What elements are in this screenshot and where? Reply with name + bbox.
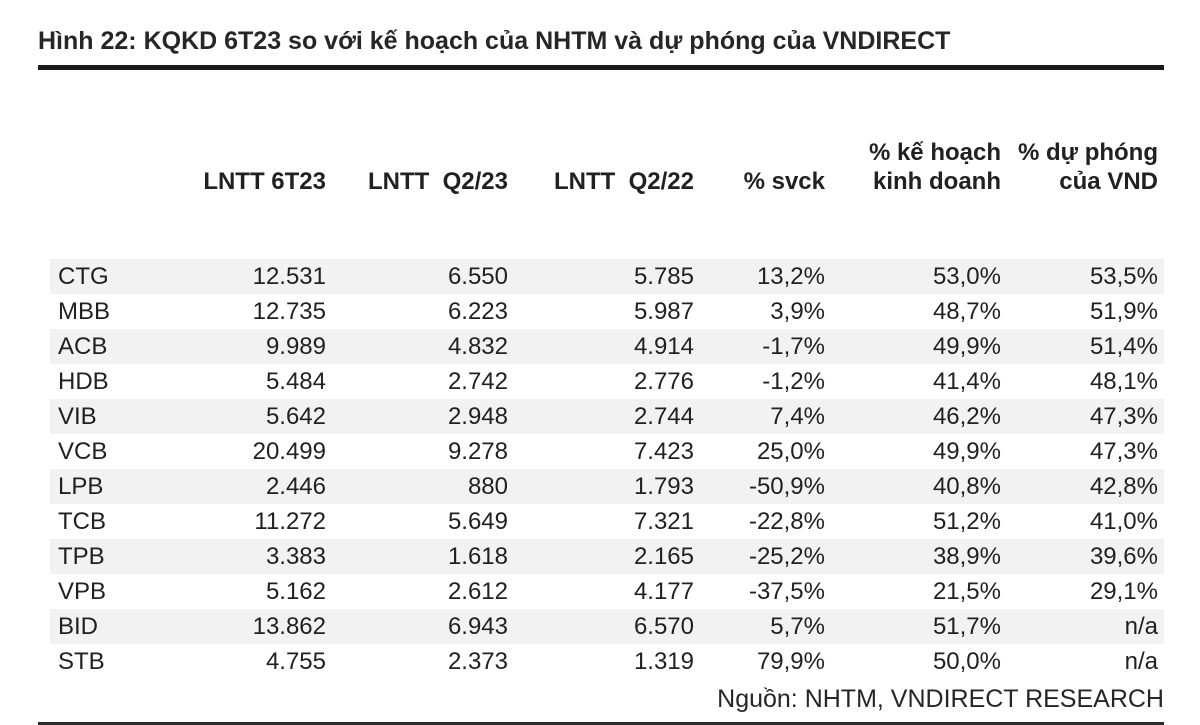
value-cell: 5.642	[265, 403, 326, 430]
value-cell: 2.165	[633, 543, 694, 570]
value-cell: 2.612	[447, 578, 508, 605]
value-cell: 11.272	[254, 508, 326, 535]
value-cell: 48,1%	[1089, 368, 1158, 395]
value-cell: 20.499	[252, 438, 326, 465]
value-cell: 5.649	[447, 508, 508, 535]
table-row	[50, 644, 1164, 679]
table-header	[50, 70, 1164, 259]
value-cell: 1.618	[447, 543, 508, 570]
value-cell: -37,5%	[748, 578, 825, 605]
value-cell: 79,9%	[756, 648, 825, 675]
table-row	[50, 609, 1164, 644]
ticker-cell: CTG	[58, 263, 109, 290]
column-header-lntt-q2-22	[514, 70, 700, 259]
ticker-cell: ACB	[58, 333, 108, 360]
ticker-cell: STB	[58, 648, 105, 675]
column-header-ticker	[50, 70, 150, 259]
value-cell: 7.423	[633, 438, 694, 465]
value-cell: 2.948	[447, 403, 508, 430]
value-cell: n/a	[1124, 648, 1158, 675]
ticker-cell: TCB	[58, 508, 106, 535]
value-cell: 21,5%	[932, 578, 1001, 605]
value-cell: n/a	[1124, 613, 1158, 640]
ticker-cell: LPB	[58, 473, 104, 500]
table-row	[50, 364, 1164, 399]
column-header-svck	[700, 70, 831, 259]
value-cell: 48,7%	[932, 298, 1001, 325]
column-header-du-phong	[1007, 70, 1164, 259]
value-cell: 2.446	[265, 473, 326, 500]
header-line-2: LNTT 6T23	[203, 168, 326, 195]
value-cell: 3,9%	[770, 298, 825, 325]
value-cell: 9.989	[265, 333, 326, 360]
ticker-cell: HDB	[58, 368, 109, 395]
value-cell: 4.832	[447, 333, 508, 360]
ticker-cell: VIB	[58, 403, 97, 430]
table-row	[50, 329, 1164, 364]
value-cell: 5,7%	[770, 613, 825, 640]
table-row	[50, 259, 1164, 294]
header-line-1: % kế hoạch	[868, 139, 1001, 166]
value-cell: 5.484	[265, 368, 326, 395]
value-cell: 49,9%	[932, 438, 1001, 465]
value-cell: -25,2%	[748, 543, 825, 570]
value-cell: 42,8%	[1089, 473, 1158, 500]
value-cell: 38,9%	[932, 543, 1001, 570]
value-cell: 2.744	[633, 403, 694, 430]
table-row	[50, 469, 1164, 504]
value-cell: 46,2%	[932, 403, 1001, 430]
source-note: Nguồn: NHTM, VNDIRECT RESEARCH	[717, 685, 1164, 713]
value-cell: 2.373	[447, 648, 508, 675]
ticker-cell: VPB	[58, 578, 107, 605]
table-row	[50, 539, 1164, 574]
value-cell: 7,4%	[770, 403, 825, 430]
column-header-lntt-6t23	[150, 70, 332, 259]
table-row	[50, 294, 1164, 329]
value-cell: 4.755	[265, 648, 326, 675]
table-body	[50, 259, 1164, 679]
value-cell: 2.776	[633, 368, 694, 395]
table-row	[50, 399, 1164, 434]
value-cell: 29,1%	[1089, 578, 1158, 605]
value-cell: 1.793	[633, 473, 694, 500]
value-cell: 53,5%	[1089, 263, 1158, 290]
ticker-cell: BID	[58, 613, 99, 640]
value-cell: 12.735	[252, 298, 326, 325]
value-cell: 39,6%	[1089, 543, 1158, 570]
value-cell: 49,9%	[932, 333, 1001, 360]
header-line-2: kinh doanh	[873, 168, 1001, 195]
value-cell: 51,2%	[932, 508, 1001, 535]
header-row	[50, 70, 1164, 259]
table-row	[50, 504, 1164, 539]
value-cell: 6.943	[447, 613, 508, 640]
value-cell: 5.987	[633, 298, 694, 325]
header-line-2: % svck	[743, 168, 825, 195]
value-cell: 12.531	[252, 263, 326, 290]
header-line-2: LNTT Q2/23	[367, 168, 508, 195]
value-cell: 4.914	[633, 333, 694, 360]
column-header-ke-hoach	[831, 70, 1007, 259]
bank-results-table	[50, 70, 1164, 679]
value-cell: -1,2%	[762, 368, 825, 395]
value-cell: 50,0%	[932, 648, 1001, 675]
ticker-cell: VCB	[58, 438, 108, 465]
value-cell: 7.321	[633, 508, 694, 535]
value-cell: 41,4%	[932, 368, 1001, 395]
value-cell: 51,9%	[1089, 298, 1158, 325]
value-cell: 9.278	[447, 438, 508, 465]
value-cell: 13,2%	[756, 263, 825, 290]
value-cell: -22,8%	[748, 508, 825, 535]
value-cell: 51,4%	[1089, 333, 1158, 360]
header-line-2: LNTT Q2/22	[553, 168, 694, 195]
value-cell: 2.742	[447, 368, 508, 395]
ticker-cell: MBB	[58, 298, 111, 325]
value-cell: 1.319	[633, 648, 694, 675]
value-cell: 5.162	[265, 578, 326, 605]
header-line-1: % dự phóng	[1017, 139, 1158, 166]
value-cell: 53,0%	[932, 263, 1001, 290]
value-cell: 4.177	[633, 578, 694, 605]
value-cell: 6.570	[633, 613, 694, 640]
value-cell: 13.862	[252, 613, 326, 640]
table-row	[50, 434, 1164, 469]
table-row	[50, 574, 1164, 609]
value-cell: 40,8%	[932, 473, 1001, 500]
value-cell: 880	[467, 473, 508, 500]
value-cell: 3.383	[265, 543, 326, 570]
value-cell: 6.550	[447, 263, 508, 290]
header-line-2: của VND	[1059, 168, 1158, 195]
value-cell: -1,7%	[762, 333, 825, 360]
value-cell: 41,0%	[1089, 508, 1158, 535]
column-header-lntt-q2-23	[332, 70, 514, 259]
value-cell: 5.785	[633, 263, 694, 290]
value-cell: 6.223	[447, 298, 508, 325]
value-cell: 25,0%	[756, 438, 825, 465]
figure-title: Hình 22: KQKD 6T23 so với kế hoạch của NHTM và dự phóng của VNDIRECT	[38, 27, 951, 55]
ticker-cell: TPB	[58, 543, 105, 570]
value-cell: -50,9%	[748, 473, 825, 500]
value-cell: 51,7%	[932, 613, 1001, 640]
value-cell: 47,3%	[1089, 438, 1158, 465]
value-cell: 47,3%	[1089, 403, 1158, 430]
